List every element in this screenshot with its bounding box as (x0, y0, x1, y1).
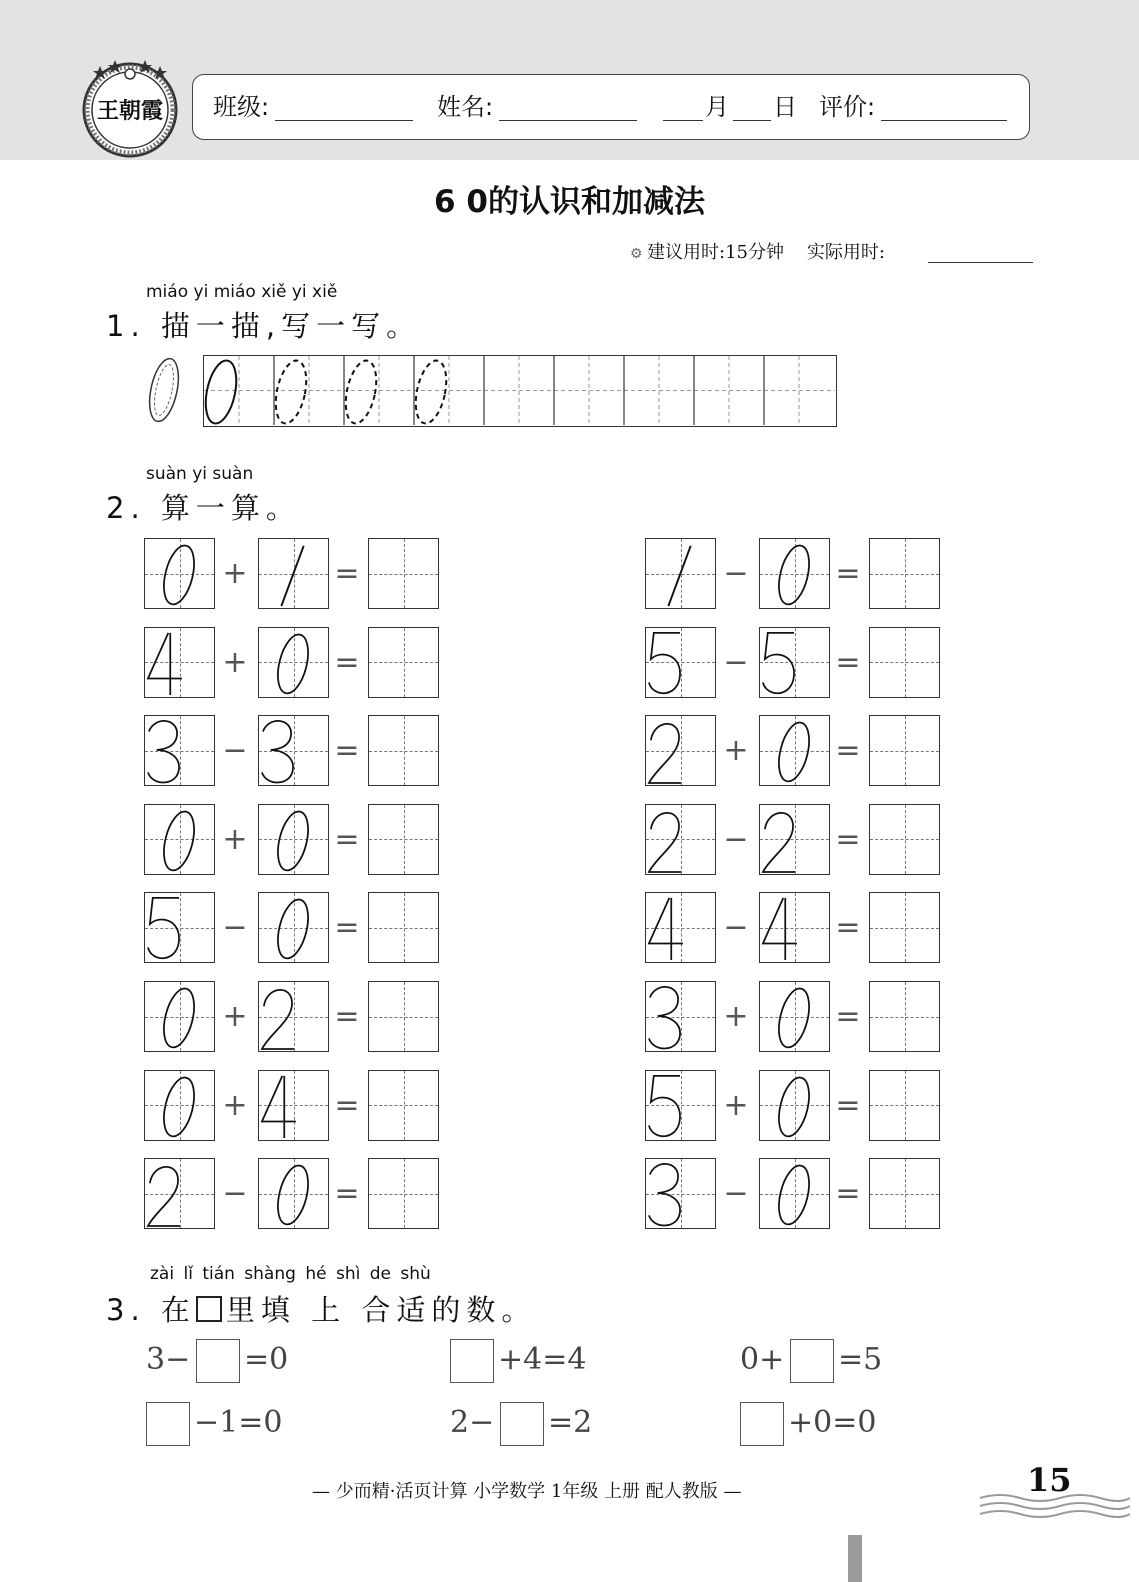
equation-left-text: 2− (450, 1405, 495, 1440)
digit-0-glyph (760, 716, 828, 784)
digit-0-glyph (259, 893, 327, 961)
fill-answer-box[interactable] (740, 1402, 784, 1446)
section3-heading-part2: 里填 上 合适的数。 (225, 1293, 537, 1327)
digit-5-glyph (145, 893, 213, 961)
digit-0-glyph (145, 1071, 213, 1139)
operator-sign: − (723, 910, 749, 946)
student-info-bar (192, 74, 1030, 140)
answer-box[interactable] (368, 804, 439, 875)
day-label: 日 (773, 93, 797, 121)
equals-sign: = (334, 644, 360, 680)
page-number: 15 (1027, 1461, 1072, 1499)
grid-guide-line (905, 805, 906, 874)
digit-5-glyph (760, 628, 828, 696)
square-symbol (196, 1296, 222, 1322)
operator-sign: + (723, 1087, 749, 1123)
equals-sign: = (835, 1087, 861, 1123)
operand-box (144, 1158, 215, 1229)
name-label: 姓名: (437, 93, 494, 121)
section2-heading: 2. 算一算。 (106, 491, 301, 525)
answer-box[interactable] (368, 892, 439, 963)
timing-info (630, 238, 885, 264)
answer-box[interactable] (869, 627, 940, 698)
operand-box (759, 981, 830, 1052)
operator-sign: + (222, 556, 248, 591)
fill-answer-box[interactable] (500, 1402, 544, 1446)
actual-time-label: 实际用时: (806, 242, 885, 263)
zero-dashed (411, 358, 452, 426)
page-title: 6 0的认识和加减法 (434, 184, 705, 220)
digit-0-glyph (760, 1159, 828, 1227)
answer-box[interactable] (368, 981, 439, 1052)
operator-sign: − (723, 644, 749, 680)
fill-answer-box[interactable] (196, 1339, 240, 1383)
section1-pinyin: miáo yi miáo xiě yi xiě (146, 282, 338, 302)
answer-box[interactable] (869, 715, 940, 786)
class-label: 班级: (213, 93, 270, 121)
digit-2-glyph (145, 1159, 213, 1227)
digit-0-glyph (760, 982, 828, 1050)
operator-sign: − (222, 910, 248, 946)
operator-sign: − (723, 1176, 749, 1212)
answer-box[interactable] (869, 538, 940, 609)
equals-sign: = (334, 556, 360, 591)
equals-sign: = (334, 1176, 360, 1212)
operator-sign: + (222, 821, 248, 857)
section1-heading: 1. 描一描,写一写。 (106, 309, 422, 343)
answer-box[interactable] (869, 804, 940, 875)
digit-0-glyph (760, 1071, 828, 1139)
operand-box (759, 715, 830, 786)
digit-4-glyph (646, 893, 714, 961)
fill-answer-box[interactable] (790, 1339, 834, 1383)
grid-guide-line (404, 539, 405, 608)
operator-sign: + (723, 999, 749, 1034)
equals-sign: = (835, 999, 861, 1034)
grid-guide-line (905, 628, 906, 697)
operand-box (144, 892, 215, 963)
grid-guide-line (905, 982, 906, 1051)
section3-pinyin: zài lǐ tián shàng hé shì de shù (150, 1264, 431, 1284)
equation-left-text: 3− (146, 1342, 191, 1377)
grid-guide-line (905, 1071, 906, 1140)
clock-icon: ⚙ (630, 246, 648, 262)
digit-0-glyph (145, 805, 213, 873)
digit-0-glyph (145, 982, 213, 1050)
operand-box (645, 1070, 716, 1141)
page-edge-tab (848, 1535, 862, 1582)
grid-guide-line (905, 893, 906, 962)
digit-0-glyph (259, 805, 327, 873)
answer-box[interactable] (368, 627, 439, 698)
section3-heading (106, 1288, 536, 1329)
equals-sign: = (334, 821, 360, 857)
operand-box (144, 981, 215, 1052)
operand-box (645, 981, 716, 1052)
answer-box[interactable] (368, 538, 439, 609)
zero-dashed (341, 358, 382, 426)
operator-sign: − (723, 556, 749, 591)
operand-box (759, 1070, 830, 1141)
operator-sign: + (222, 644, 248, 680)
operand-box (645, 627, 716, 698)
digit-0-glyph (259, 628, 327, 696)
grid-guide-line (404, 716, 405, 785)
equals-sign: = (835, 1176, 861, 1212)
answer-box[interactable] (368, 715, 439, 786)
grid-guide-line (404, 982, 405, 1051)
digit-3-glyph (145, 716, 213, 784)
equals-sign: = (835, 910, 861, 946)
digit-0-glyph (259, 1159, 327, 1227)
digit-2-glyph (259, 982, 327, 1050)
equation-left-text: 0+ (740, 1342, 785, 1377)
equals-sign: = (835, 556, 861, 591)
grid-guide-line (404, 628, 405, 697)
equals-sign: = (835, 821, 861, 857)
operator-sign: − (723, 821, 749, 857)
operator-sign: − (222, 1176, 248, 1212)
answer-box[interactable] (368, 1158, 439, 1229)
operator-sign: + (222, 999, 248, 1034)
equals-sign: = (835, 644, 861, 680)
grid-guide-line (905, 539, 906, 608)
equation-right-text: +0=0 (788, 1405, 877, 1440)
equals-sign: = (835, 733, 861, 769)
footer-text: — 少而精·活页计算 小学数学 1年级 上册 配人教版 — (312, 1481, 742, 1502)
operand-box (258, 1158, 329, 1229)
fill-answer-box[interactable] (450, 1339, 494, 1383)
equals-sign: = (334, 1087, 360, 1123)
class-field[interactable] (275, 120, 413, 121)
answer-box[interactable] (869, 1070, 940, 1141)
answer-box[interactable] (869, 892, 940, 963)
digit-2-glyph (760, 805, 828, 873)
grid-guide-line (404, 1159, 405, 1228)
tracing-grid-lines (204, 356, 835, 425)
equation-right-text: =5 (838, 1342, 883, 1377)
digit-1-glyph (259, 539, 327, 607)
operand-box (258, 715, 329, 786)
operand-box (144, 627, 215, 698)
operator-sign: − (222, 733, 248, 769)
equation-right-text: +4=4 (498, 1342, 587, 1377)
operand-box (759, 892, 830, 963)
equation-right-text: =2 (548, 1405, 593, 1440)
grid-guide-line (404, 893, 405, 962)
tracing-grid[interactable] (203, 355, 837, 427)
section3-heading-part1: 3. 在 (106, 1293, 196, 1327)
operand-box (645, 715, 716, 786)
equals-sign: = (334, 999, 360, 1034)
grid-guide-line (905, 1159, 906, 1228)
digit-3-glyph (259, 716, 327, 784)
operand-box (645, 538, 716, 609)
digit-zero-model (140, 352, 190, 432)
digit-0-glyph (760, 539, 828, 607)
digit-5-glyph (646, 1071, 714, 1139)
operand-box (258, 627, 329, 698)
digit-4-glyph (760, 893, 828, 961)
operand-box (258, 804, 329, 875)
rating-field[interactable] (881, 120, 1007, 121)
digit-4-glyph (145, 628, 213, 696)
grid-guide-line (905, 716, 906, 785)
wave-decoration (980, 1490, 1130, 1530)
answer-box[interactable] (368, 1070, 439, 1141)
equation-right-text: −1=0 (194, 1405, 283, 1440)
fill-answer-box[interactable] (146, 1402, 190, 1446)
operand-box (759, 804, 830, 875)
equation-right-text: =0 (244, 1342, 289, 1377)
section2-pinyin: suàn yi suàn (146, 464, 254, 484)
digit-1-glyph (646, 539, 714, 607)
operand-box (645, 804, 716, 875)
operand-box (258, 538, 329, 609)
digit-0-glyph (145, 539, 213, 607)
suggested-time: 建议用时:15分钟 (647, 242, 784, 263)
operand-box (144, 715, 215, 786)
operand-box (144, 804, 215, 875)
zero-dashed (271, 358, 312, 426)
operand-box (759, 627, 830, 698)
answer-box[interactable] (869, 1158, 940, 1229)
operator-sign: + (723, 733, 749, 769)
operand-box (144, 1070, 215, 1141)
operand-box (258, 892, 329, 963)
operand-box (759, 538, 830, 609)
operand-box (759, 1158, 830, 1229)
grid-guide-line (404, 805, 405, 874)
digit-2-glyph (646, 805, 714, 873)
month-label: 月 (705, 93, 729, 121)
zero-solid (201, 358, 242, 426)
day-field[interactable] (733, 120, 771, 121)
operator-sign: + (222, 1087, 248, 1123)
operand-box (258, 1070, 329, 1141)
operand-box (258, 981, 329, 1052)
operand-box (645, 1158, 716, 1229)
digit-3-glyph (646, 1159, 714, 1227)
name-field[interactable] (499, 120, 637, 121)
digit-2-glyph (646, 716, 714, 784)
equals-sign: = (334, 733, 360, 769)
answer-box[interactable] (869, 981, 940, 1052)
publisher-logo (80, 58, 180, 158)
svg-text:王朝霞: 王朝霞 (96, 98, 164, 123)
digit-5-glyph (646, 628, 714, 696)
operand-box (645, 892, 716, 963)
digit-4-glyph (259, 1071, 327, 1139)
operand-box (144, 538, 215, 609)
rating-label: 评价: (819, 93, 876, 121)
month-field[interactable] (663, 120, 703, 121)
grid-guide-line (404, 1071, 405, 1140)
equals-sign: = (334, 910, 360, 946)
digit-3-glyph (646, 982, 714, 1050)
actual-time-field[interactable] (928, 262, 1033, 263)
